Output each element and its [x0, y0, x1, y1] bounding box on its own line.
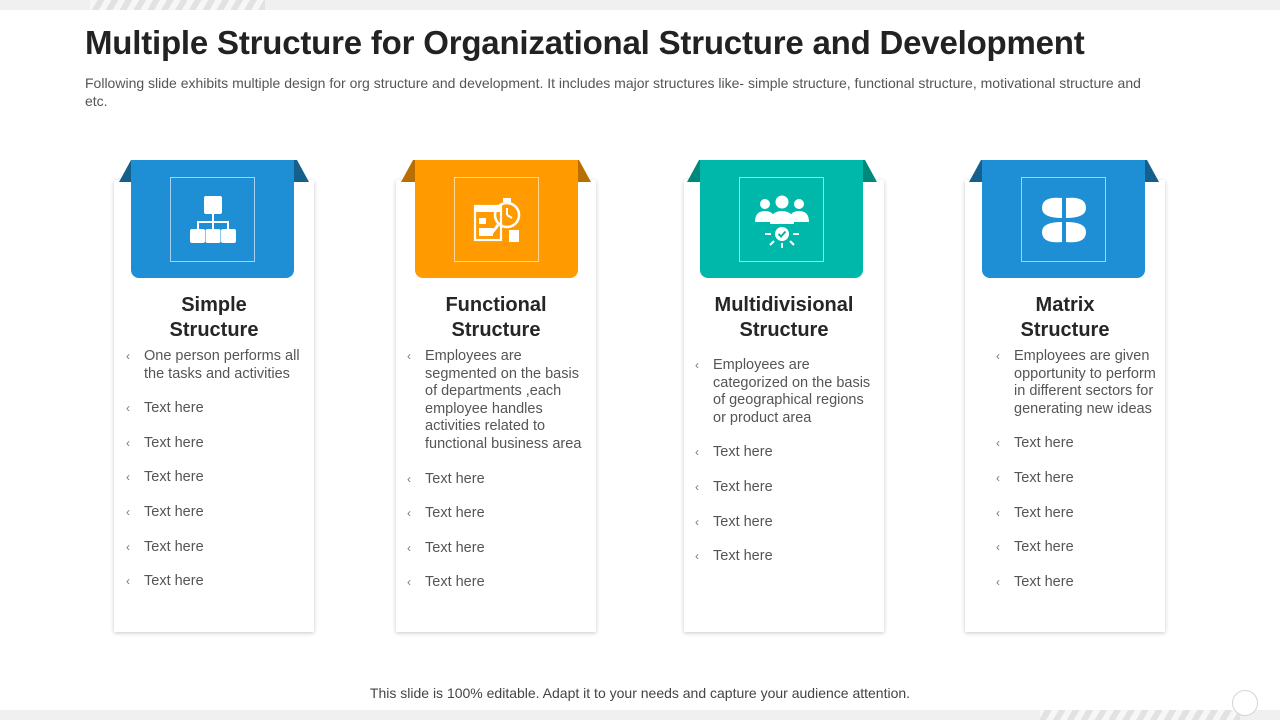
- list-item: ‹ Text here: [996, 469, 1074, 486]
- card-title: [396, 293, 596, 343]
- business-analysis-icon: [467, 190, 527, 250]
- list-item: ‹ Text here: [407, 505, 485, 522]
- list-item: ‹ Text here: [126, 538, 204, 555]
- bullet-icon: ‹: [126, 539, 130, 554]
- tab-functional: [415, 160, 578, 278]
- bullet-icon: ‹: [695, 479, 699, 494]
- bullet-icon: ‹: [695, 549, 699, 564]
- card-title-line1: Simple: [181, 294, 247, 316]
- bullet-icon: ‹: [695, 445, 699, 460]
- tab-matrix: [982, 160, 1145, 278]
- bullet-icon: ‹: [126, 349, 130, 363]
- clover-icon: [1034, 190, 1094, 250]
- bullet-icon: ‹: [996, 436, 1000, 451]
- list-item: ‹ Text here: [126, 573, 204, 590]
- list-item: ‹ Text here: [996, 539, 1074, 556]
- bullet-list: [407, 348, 587, 609]
- bullet-icon: ‹: [126, 504, 130, 519]
- slide-footer: This slide is 100% editable. Adapt it to your needs and capture your audience attention.: [369, 685, 911, 701]
- list-item: ‹ Text here: [407, 470, 485, 487]
- list-item: ‹ Text here: [126, 503, 204, 520]
- card-title: [965, 293, 1165, 343]
- bullet-icon: ‹: [996, 349, 1000, 363]
- page-indicator-circle: [1232, 690, 1258, 716]
- bullet-icon: ‹: [407, 506, 411, 521]
- list-item: ‹ Employees are segmented on the basis of departments ,each employee handles activities related to functional business area: [407, 348, 582, 452]
- card-title: [684, 293, 884, 343]
- icon-frame: [739, 177, 824, 262]
- bullet-list: [695, 357, 873, 583]
- list-item: ‹ Text here: [407, 539, 485, 556]
- list-item: ‹ Text here: [695, 513, 773, 530]
- list-item: ‹ Text here: [695, 478, 773, 495]
- bullet-icon: ‹: [996, 470, 1000, 485]
- list-item: ‹ Text here: [695, 444, 773, 461]
- bottom-hatch-decoration: [1040, 710, 1240, 720]
- icon-frame: [1021, 177, 1106, 262]
- bullet-icon: ‹: [126, 435, 130, 450]
- org-chart-icon: [183, 190, 243, 250]
- card-title-line1: Multidivisional: [714, 294, 854, 316]
- bullet-icon: ‹: [126, 401, 130, 416]
- bullet-icon: ‹: [996, 505, 1000, 520]
- list-item: ‹ Text here: [996, 504, 1074, 521]
- list-item: ‹ Text here: [695, 548, 773, 565]
- bullet-icon: ‹: [407, 575, 411, 590]
- bullet-icon: ‹: [695, 514, 699, 529]
- list-item: ‹ Employees are given opportunity to perform in different sectors for generating new ideas: [996, 348, 1156, 417]
- bullet-list: [996, 348, 1158, 608]
- card-title-line1: Matrix: [1035, 294, 1095, 316]
- slide-title: Multiple Structure for Organizational Structure and Development: [85, 24, 1085, 61]
- bullet-icon: ‹: [996, 574, 1000, 589]
- card-functional-structure: [396, 180, 596, 632]
- bullet-icon: ‹: [407, 471, 411, 486]
- team-icon: [751, 190, 813, 250]
- card-multidivisional-structure: [684, 180, 884, 632]
- list-item: ‹ Text here: [126, 469, 204, 486]
- list-item: ‹ One person performs all the tasks and activities: [126, 348, 300, 382]
- card-simple-structure: [114, 180, 314, 632]
- slide-subtitle: Following slide exhibits multiple design for org structure and development. It includes major structures like- simple structure, functional structure, motivational structure and etc.: [85, 75, 1141, 109]
- tab-simple: [131, 160, 294, 278]
- list-item: ‹ Employees are categorized on the basis of geographical regions or product area: [695, 357, 871, 426]
- card-title-line2: Structure: [1020, 319, 1110, 341]
- list-item: ‹ Text here: [996, 435, 1074, 452]
- bullet-icon: ‹: [407, 540, 411, 555]
- list-item: ‹ Text here: [407, 574, 485, 591]
- bullet-icon: ‹: [407, 349, 411, 363]
- card-title-line1: Functional: [445, 294, 547, 316]
- card-title-line2: Structure: [739, 319, 829, 341]
- tab-multidivisional: [700, 160, 863, 278]
- bullet-icon: ‹: [996, 540, 1000, 555]
- card-title-line2: Structure: [169, 319, 259, 341]
- list-item: ‹ Text here: [126, 400, 204, 417]
- icon-frame: [170, 177, 255, 262]
- top-hatch-decoration: [90, 0, 265, 10]
- card-title-line2: Structure: [451, 319, 541, 341]
- icon-frame: [454, 177, 539, 262]
- bullet-icon: ‹: [695, 358, 699, 372]
- card-matrix-structure: [965, 180, 1165, 632]
- bullet-icon: ‹: [126, 574, 130, 589]
- list-item: ‹ Text here: [996, 573, 1074, 590]
- list-item: ‹ Text here: [126, 434, 204, 451]
- card-title: [114, 293, 314, 343]
- bullet-list: [126, 348, 306, 608]
- bullet-icon: ‹: [126, 470, 130, 485]
